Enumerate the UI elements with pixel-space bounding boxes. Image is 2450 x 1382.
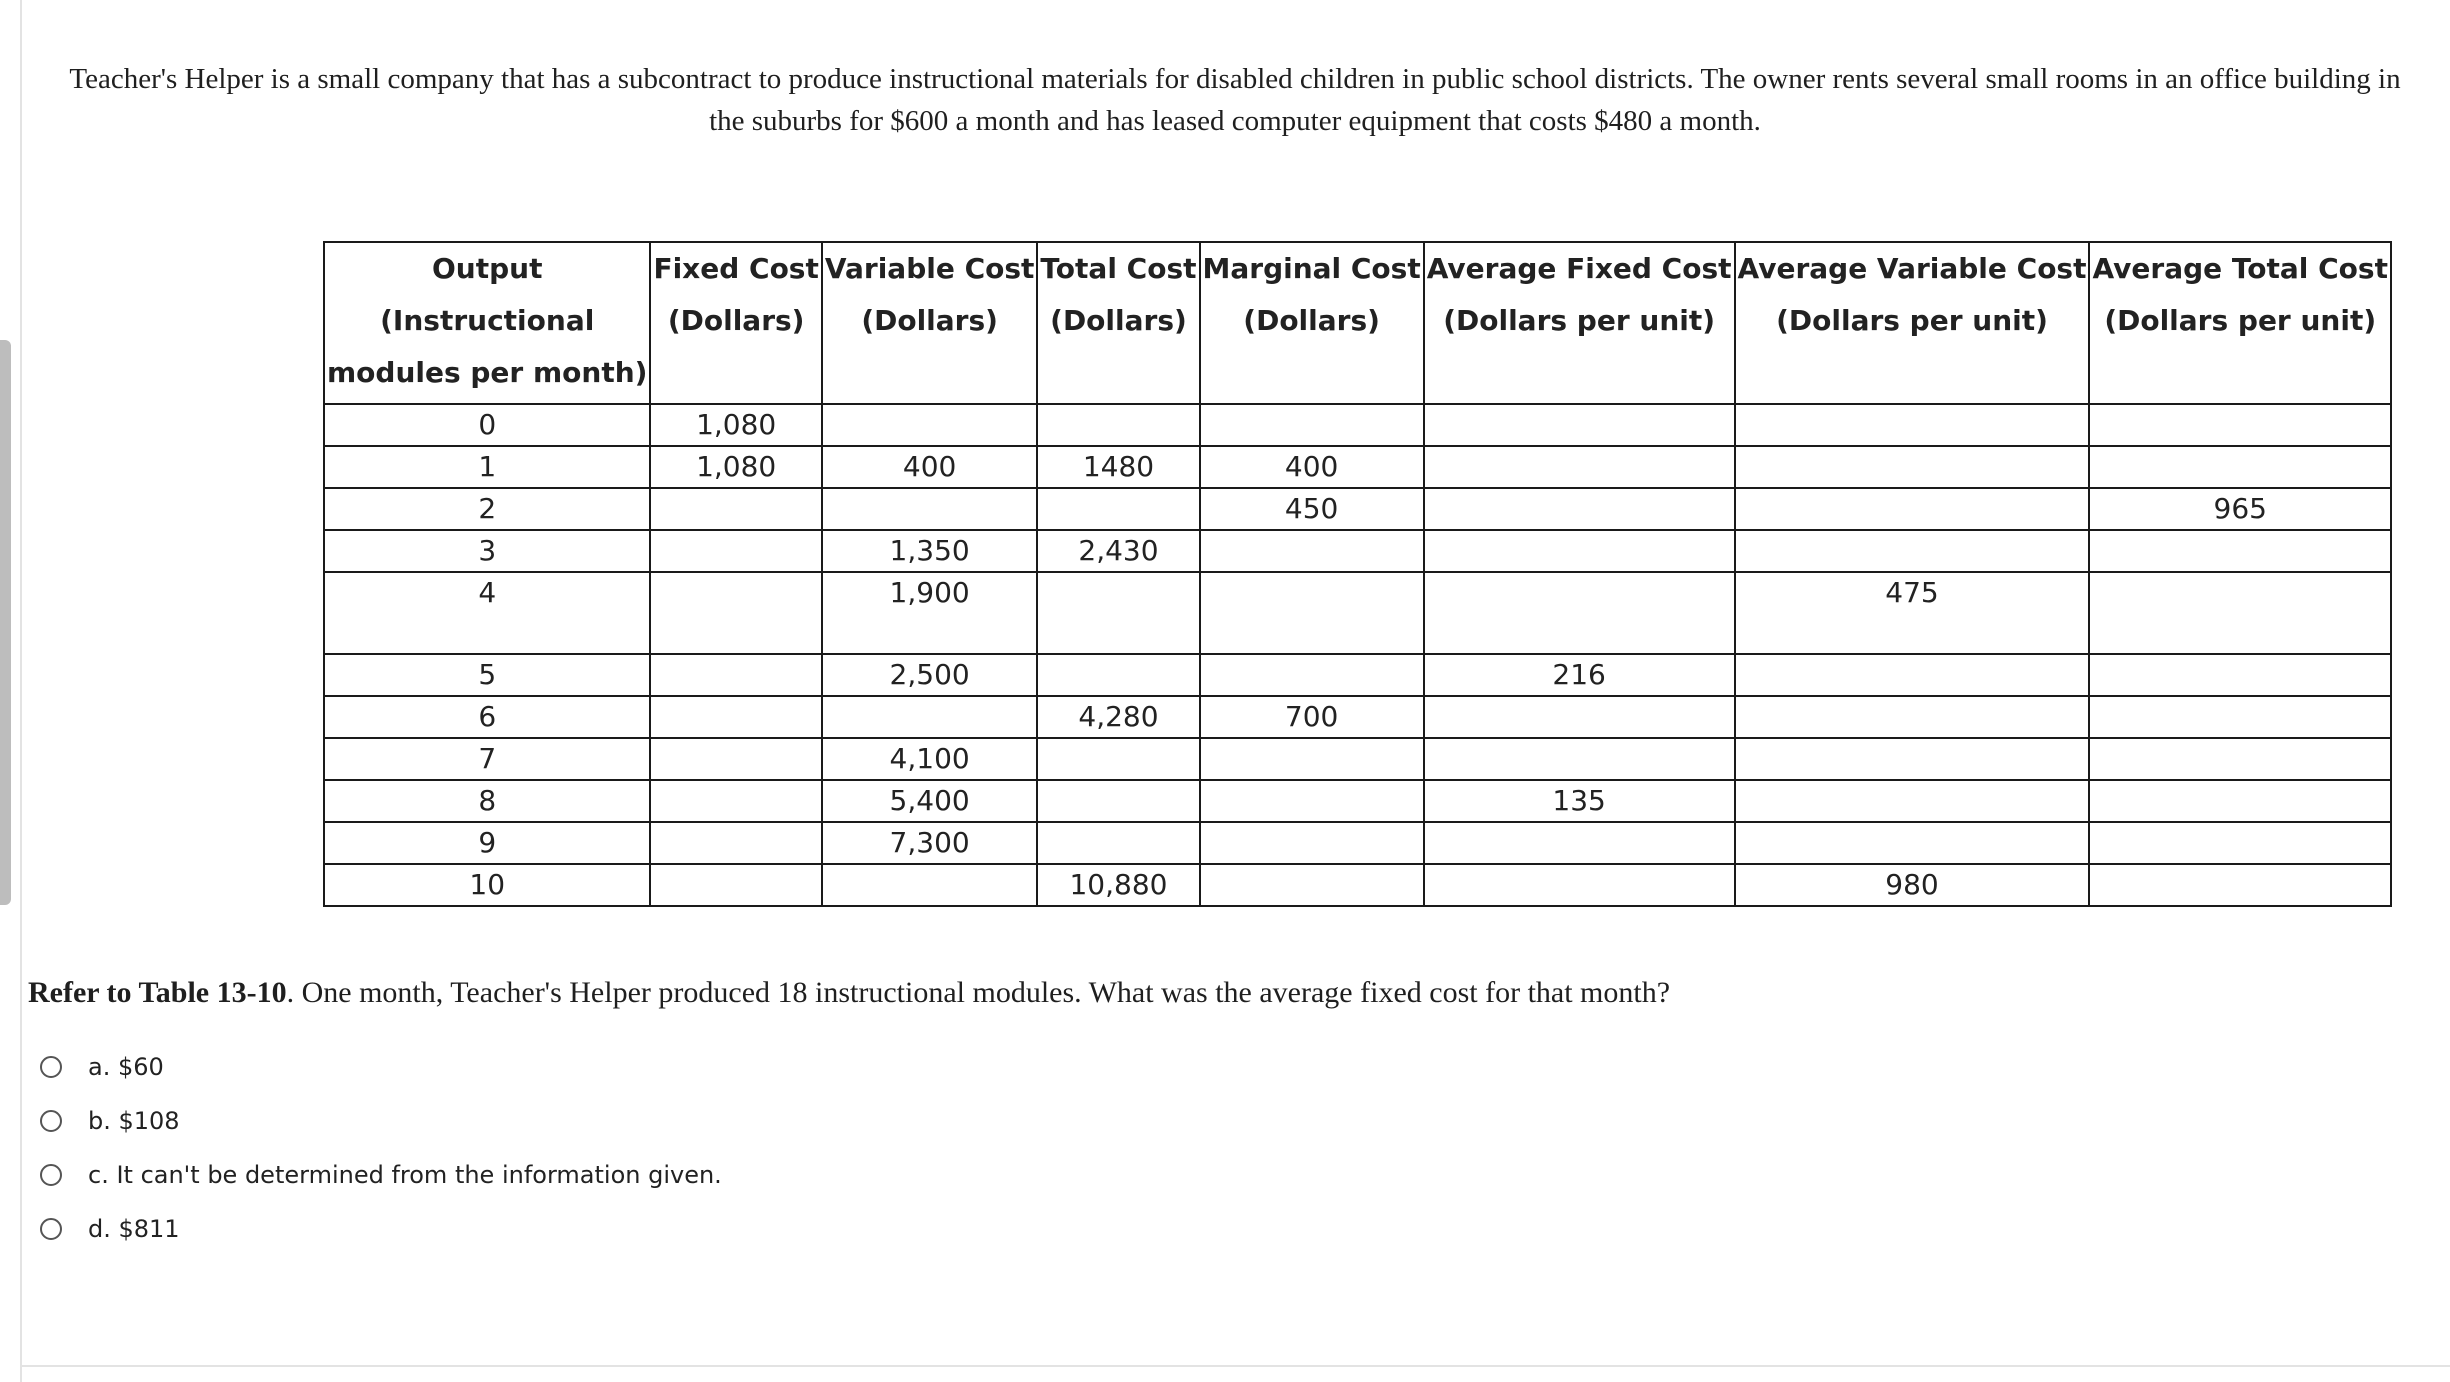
header-average-variable-cost: Average Variable Cost (Dollars per unit) [1735, 242, 2090, 404]
option-c[interactable] [40, 1148, 722, 1202]
cell-fixed-cost [650, 488, 821, 530]
cell-output: 10 [324, 864, 650, 906]
cell-fixed-cost [650, 572, 821, 654]
cell-average-fixed-cost [1424, 822, 1735, 864]
cell-marginal-cost [1200, 738, 1424, 780]
header-fixed-cost: Fixed Cost (Dollars) [650, 242, 821, 404]
cell-marginal-cost [1200, 864, 1424, 906]
table-row [324, 738, 2391, 780]
table-row [324, 654, 2391, 696]
answer-options [40, 1040, 722, 1256]
table-row [324, 488, 2391, 530]
header-average-fixed-cost: Average Fixed Cost (Dollars per unit) [1424, 242, 1735, 404]
cell-marginal-cost [1200, 404, 1424, 446]
question-text: Refer to Table 13-10. One month, Teacher's Helper produced 18 instructional modules. What was the average fixed cost for that month? [28, 976, 1671, 1009]
option-b[interactable] [40, 1094, 722, 1148]
cell-fixed-cost: 1,080 [650, 446, 821, 488]
cell-average-variable-cost [1735, 822, 2090, 864]
cell-output: 2 [324, 488, 650, 530]
cell-total-cost [1037, 822, 1199, 864]
cell-output: 0 [324, 404, 650, 446]
cell-average-fixed-cost [1424, 488, 1735, 530]
cell-average-variable-cost [1735, 780, 2090, 822]
left-border [20, 0, 22, 1382]
cell-total-cost: 1480 [1037, 446, 1199, 488]
cell-total-cost [1037, 488, 1199, 530]
bottom-divider [22, 1365, 2450, 1367]
cell-average-variable-cost [1735, 446, 2090, 488]
cell-total-cost: 10,880 [1037, 864, 1199, 906]
table-row [324, 404, 2391, 446]
cell-total-cost [1037, 572, 1199, 654]
cell-variable-cost: 400 [822, 446, 1038, 488]
option-label: a. $60 [88, 1053, 164, 1081]
cell-output: 4 [324, 572, 650, 654]
cell-average-total-cost [2089, 572, 2390, 654]
table-row [324, 696, 2391, 738]
cell-fixed-cost [650, 654, 821, 696]
cell-fixed-cost [650, 738, 821, 780]
option-d[interactable] [40, 1202, 722, 1256]
cell-output: 7 [324, 738, 650, 780]
cell-output: 3 [324, 530, 650, 572]
cell-variable-cost: 1,900 [822, 572, 1038, 654]
cell-variable-cost: 1,350 [822, 530, 1038, 572]
cell-average-variable-cost: 980 [1735, 864, 2090, 906]
cell-average-variable-cost: 475 [1735, 572, 2090, 654]
cell-fixed-cost [650, 530, 821, 572]
cell-average-fixed-cost [1424, 864, 1735, 906]
cell-average-total-cost [2089, 738, 2390, 780]
cell-fixed-cost: 1,080 [650, 404, 821, 446]
radio-button[interactable] [40, 1164, 62, 1186]
cell-marginal-cost [1200, 654, 1424, 696]
cell-average-variable-cost [1735, 738, 2090, 780]
cell-average-total-cost [2089, 864, 2390, 906]
cell-output: 1 [324, 446, 650, 488]
cell-average-fixed-cost [1424, 738, 1735, 780]
cell-variable-cost [822, 696, 1038, 738]
cell-fixed-cost [650, 822, 821, 864]
cell-average-variable-cost [1735, 404, 2090, 446]
option-label: c. It can't be determined from the information given. [88, 1161, 722, 1189]
table-row [324, 864, 2391, 906]
cell-total-cost [1037, 738, 1199, 780]
header-output: Output (Instructional modules per month) [324, 242, 650, 404]
option-label: d. $811 [88, 1215, 180, 1243]
cell-total-cost [1037, 654, 1199, 696]
table-row [324, 446, 2391, 488]
cell-fixed-cost [650, 864, 821, 906]
cell-output: 9 [324, 822, 650, 864]
cell-average-total-cost [2089, 404, 2390, 446]
cell-output: 5 [324, 654, 650, 696]
cell-fixed-cost [650, 780, 821, 822]
cell-marginal-cost: 450 [1200, 488, 1424, 530]
cell-marginal-cost: 400 [1200, 446, 1424, 488]
cell-average-fixed-cost [1424, 530, 1735, 572]
cell-average-total-cost [2089, 696, 2390, 738]
cell-variable-cost [822, 404, 1038, 446]
cell-total-cost: 4,280 [1037, 696, 1199, 738]
cell-marginal-cost [1200, 822, 1424, 864]
cell-average-total-cost [2089, 530, 2390, 572]
cell-fixed-cost [650, 696, 821, 738]
cell-average-variable-cost [1735, 488, 2090, 530]
cell-output: 8 [324, 780, 650, 822]
radio-button[interactable] [40, 1110, 62, 1132]
radio-button[interactable] [40, 1056, 62, 1078]
cell-average-variable-cost [1735, 696, 2090, 738]
cell-marginal-cost [1200, 530, 1424, 572]
cell-output: 6 [324, 696, 650, 738]
cell-average-fixed-cost [1424, 572, 1735, 654]
header-marginal-cost: Marginal Cost (Dollars) [1200, 242, 1424, 404]
option-a[interactable] [40, 1040, 722, 1094]
cell-variable-cost: 5,400 [822, 780, 1038, 822]
table-reference: Refer to Table 13-10 [28, 976, 287, 1009]
cell-marginal-cost [1200, 572, 1424, 654]
header-total-cost: Total Cost (Dollars) [1037, 242, 1199, 404]
cell-total-cost [1037, 780, 1199, 822]
cell-average-total-cost [2089, 780, 2390, 822]
cost-table [323, 241, 2392, 907]
cell-average-total-cost [2089, 654, 2390, 696]
header-average-total-cost: Average Total Cost (Dollars per unit) [2089, 242, 2390, 404]
cell-average-total-cost [2089, 822, 2390, 864]
table-row [324, 780, 2391, 822]
cell-marginal-cost [1200, 780, 1424, 822]
cell-average-variable-cost [1735, 654, 2090, 696]
table-body [324, 404, 2391, 906]
cell-total-cost: 2,430 [1037, 530, 1199, 572]
cell-average-fixed-cost: 216 [1424, 654, 1735, 696]
cell-average-fixed-cost [1424, 446, 1735, 488]
header-variable-cost: Variable Cost (Dollars) [822, 242, 1038, 404]
cell-variable-cost: 4,100 [822, 738, 1038, 780]
cell-total-cost [1037, 404, 1199, 446]
cell-variable-cost [822, 488, 1038, 530]
cell-average-total-cost: 965 [2089, 488, 2390, 530]
table-header-row [324, 242, 2391, 404]
cell-average-fixed-cost [1424, 696, 1735, 738]
cell-variable-cost [822, 864, 1038, 906]
scrollbar-thumb[interactable] [0, 340, 11, 905]
radio-button[interactable] [40, 1218, 62, 1240]
question-intro-text: Teacher's Helper is a small company that has a subcontract to produce instructional materials for disabled children in public school districts. The owner rents several small rooms in an office building in the suburbs for $600 a month and has leased computer equipment that costs $480 a month. [69, 63, 2401, 137]
table-row [324, 822, 2391, 864]
cell-variable-cost: 2,500 [822, 654, 1038, 696]
table-row [324, 530, 2391, 572]
cell-variable-cost: 7,300 [822, 822, 1038, 864]
option-label: b. $108 [88, 1107, 180, 1135]
cell-average-fixed-cost [1424, 404, 1735, 446]
cell-average-fixed-cost: 135 [1424, 780, 1735, 822]
cell-marginal-cost: 700 [1200, 696, 1424, 738]
cell-average-variable-cost [1735, 530, 2090, 572]
cell-average-total-cost [2089, 446, 2390, 488]
table-row [324, 572, 2391, 654]
